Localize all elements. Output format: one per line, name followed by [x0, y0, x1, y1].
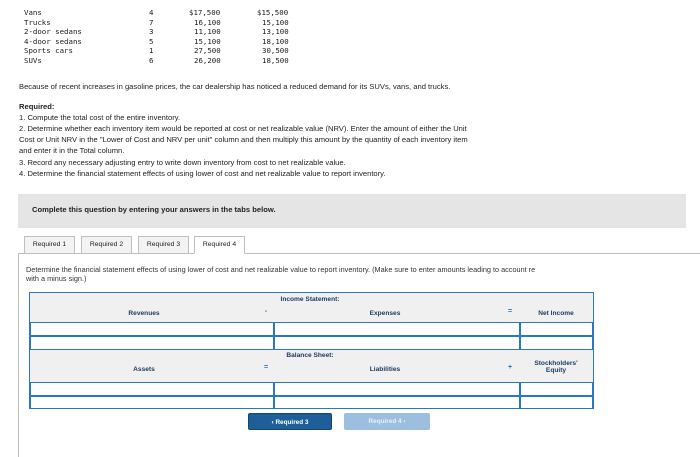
required-item: 2. Determine whether each inventory item would be reported at cost or net realizable value (NRV). Enter the amount of either the Unit	[19, 124, 467, 133]
expenses-input[interactable]	[274, 336, 520, 350]
item-quantity: 4	[149, 8, 154, 17]
balance-sheet-label: Balance Sheet:	[286, 352, 334, 359]
expenses-input[interactable]	[274, 322, 520, 336]
equity-input[interactable]	[520, 382, 593, 396]
banner-text: Complete this question by entering your answers in the tabs below.	[32, 205, 276, 214]
item-unit-cost: 15,100	[194, 36, 221, 46]
net-income-input[interactable]	[520, 336, 593, 350]
plus-operator: +	[507, 364, 513, 371]
revenues-input[interactable]	[30, 336, 274, 350]
item-quantity: 1	[149, 46, 154, 56]
revenues-input[interactable]	[30, 322, 274, 336]
item-quantity: 3	[149, 27, 154, 37]
item-name: 2-door sedans	[24, 27, 82, 37]
required-item: Cost or Unit NRV in the "Lower of Cost and NRV per unit" column and then multiply this amount by the quantity of each inventory item	[19, 135, 468, 144]
tab-required-3[interactable]: Required 3	[138, 236, 189, 254]
item-unit-cost: 16,100	[194, 17, 221, 27]
tab-required-1[interactable]: Required 1	[24, 236, 75, 254]
chevron-right-icon: ›	[401, 418, 406, 425]
required-item: 1. Compute the total cost of the entire inventory.	[19, 113, 181, 122]
income-statement-label: Income Statement:	[280, 296, 340, 303]
item-unit-cost: 27,500	[194, 46, 221, 56]
assets-input[interactable]	[30, 396, 274, 409]
item-quantity: 5	[149, 36, 154, 46]
liabilities-input[interactable]	[274, 396, 520, 409]
item-name: Sports cars	[24, 46, 73, 56]
prev-button-label: Required 3	[275, 419, 309, 426]
liabilities-input[interactable]	[274, 382, 520, 396]
equals-operator: =	[507, 308, 513, 315]
item-unit-cost: 11,100	[194, 27, 221, 37]
liabilities-header: Liabilities	[369, 366, 401, 373]
assets-input[interactable]	[30, 382, 274, 396]
next-button-label: Required 4	[368, 418, 402, 425]
item-name: 4-door sedans	[24, 36, 82, 46]
item-name: SUVs	[24, 55, 42, 65]
net-income-input[interactable]	[520, 322, 593, 336]
instruction-banner	[18, 194, 686, 228]
item-unit-nrv: 30,500	[262, 46, 289, 56]
prev-button[interactable]	[248, 413, 332, 430]
minus-operator: -	[264, 308, 268, 315]
item-unit-nrv: 15,100	[262, 17, 289, 27]
required-item: 4. Determine the financial statement effects of using lower of cost and net realizable value to report inventory.	[19, 169, 386, 178]
required-item: and enter it in the Total column.	[19, 146, 125, 155]
next-button[interactable]	[344, 413, 430, 430]
item-unit-nrv: 18,100	[262, 36, 289, 46]
chevron-left-icon: ‹	[271, 419, 276, 426]
net-income-header: Net Income	[538, 310, 574, 317]
expenses-header: Expenses	[369, 310, 401, 317]
stockholders-equity-label: Stockholders'	[534, 360, 578, 367]
item-quantity: 6	[149, 55, 154, 65]
item-unit-nrv: $15,500	[257, 8, 289, 17]
item-unit-cost: 26,200	[194, 55, 221, 65]
effects-grid	[29, 292, 594, 409]
instruction-line: Determine the financial statement effects of using lower of cost and net realizable value to report inventory. (Make sure to enter amounts leading to account re	[26, 265, 536, 274]
equals-operator: =	[263, 364, 269, 371]
required-item: 3. Record any necessary adjusting entry to write down inventory from cost to net realizable value.	[19, 158, 346, 167]
item-name: Vans	[24, 8, 42, 17]
assets-header: Assets	[133, 366, 155, 373]
stockholders-equity-label: Equity	[545, 367, 567, 374]
intro-text: Because of recent increases in gasoline prices, the car dealership has noticed a reduced demand for its SUVs, vans, and trucks.	[19, 82, 451, 91]
required-heading: Required:	[19, 102, 55, 111]
instruction-line: with a minus sign.)	[26, 274, 87, 283]
revenues-header: Revenues	[128, 310, 160, 317]
stockholders-equity-header	[520, 360, 592, 374]
panel-instruction	[26, 265, 535, 283]
item-unit-cost: $17,500	[189, 8, 221, 17]
item-quantity: 7	[149, 17, 154, 27]
item-unit-nrv: 18,500	[262, 55, 289, 65]
item-name: Trucks	[24, 17, 51, 27]
tab-required-4[interactable]: Required 4	[194, 236, 245, 254]
equity-input[interactable]	[520, 396, 593, 409]
tab-required-2[interactable]: Required 2	[81, 236, 132, 254]
item-unit-nrv: 13,100	[262, 27, 289, 37]
